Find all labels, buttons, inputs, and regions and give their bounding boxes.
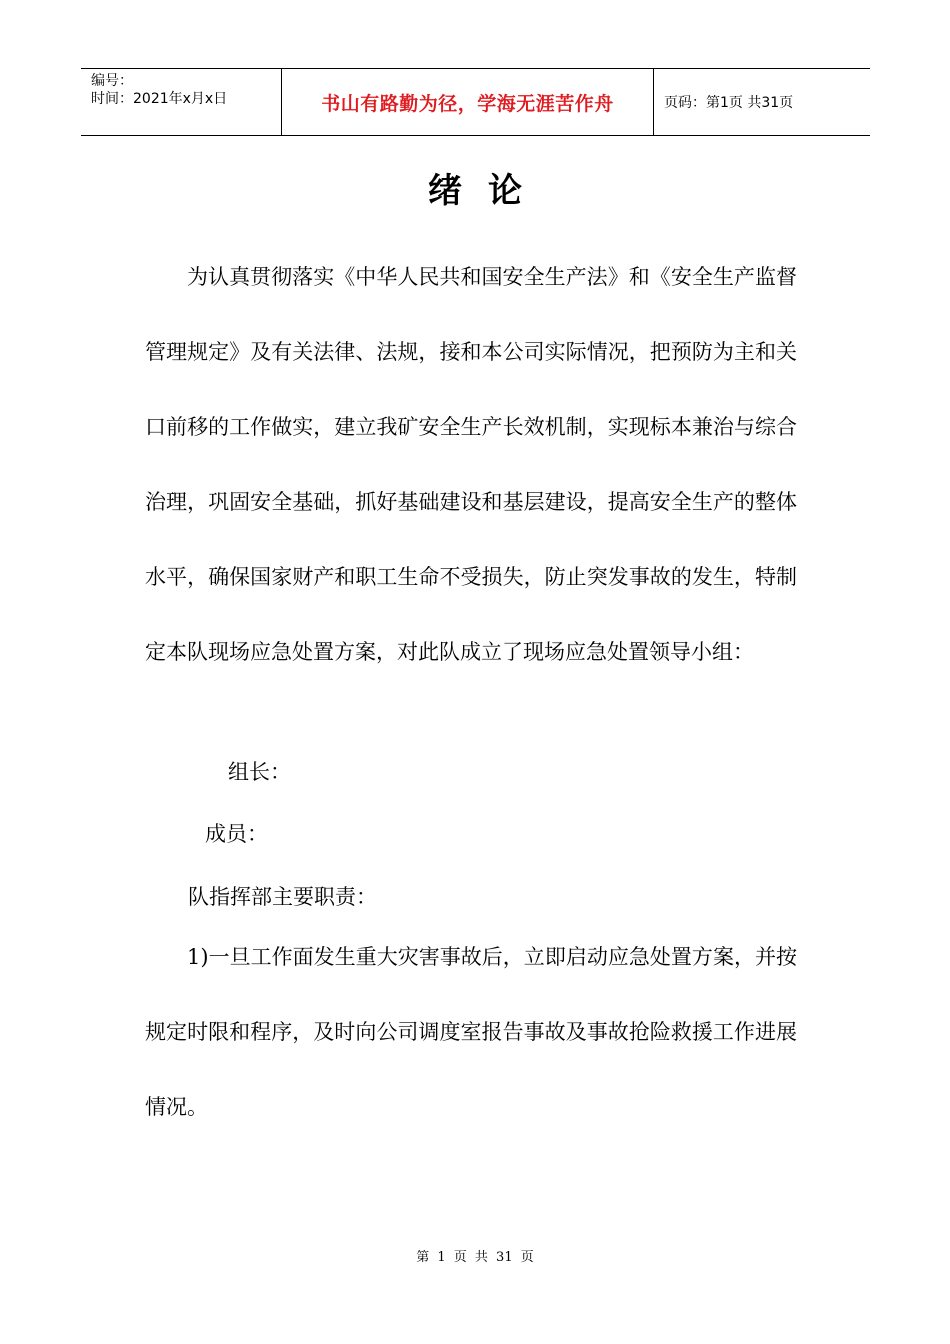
header-meta-cell [81, 69, 281, 135]
header-page-cell [654, 69, 870, 135]
members-line: 成员： [205, 822, 268, 846]
duties-heading: 队指挥部主要职责： [188, 885, 377, 909]
document-body [145, 240, 797, 690]
header-page-info: 页码：第1页 共31页 [664, 95, 794, 111]
intro-paragraph: 为认真贯彻落实《中华人民共和国安全生产法》和《安全生产监督管理规定》及有关法律、法规，接和本公司实际情况，把预防为主和关口前移的工作做实，建立我矿安全生产长效机制，实现标本兼治与综合治理，巩固安全基础，抓好基础建设和基层建设，提高安全生产的整体水平，确保国家财产和职工生命不受损失，防止突发事故的发生，特制定本队现场应急处置方案，对此队成立了现场应急处置领导小组： [145, 265, 797, 664]
duty-block [145, 920, 797, 1145]
duty-item-1: 1)一旦工作面发生重大灾害事故后，立即启动应急处置方案，并按规定时限和程序，及时向公司调度室报告事故及事故抢险救援工作进展情况。 [145, 945, 797, 1119]
page-footer: 第 1 页 共 31 页 [416, 1250, 534, 1265]
document-header-table [81, 68, 870, 136]
document-title: 绪论 [428, 171, 548, 211]
header-motto-cell [281, 69, 654, 135]
document-number-label: 编号： [91, 73, 133, 89]
leader-line: 组长： [228, 760, 291, 784]
header-motto: 书山有路勤为径，学海无涯苦作舟 [321, 92, 614, 115]
document-date-label: 时间：2021年x月x日 [91, 91, 228, 107]
